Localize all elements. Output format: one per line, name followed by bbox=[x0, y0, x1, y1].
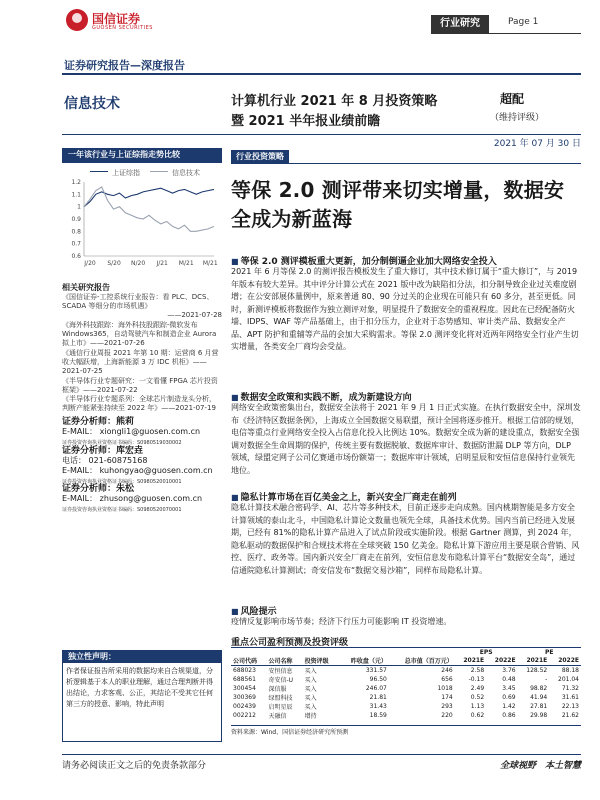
analyst-3-label: 证券分析师： bbox=[62, 484, 117, 494]
y-tick-label: 1 bbox=[77, 203, 81, 211]
x-tick-label: J/21 bbox=[156, 260, 168, 267]
table-cell: 2.49 bbox=[470, 685, 485, 692]
table-cell: - bbox=[545, 676, 548, 683]
perf-chart-title: 一年该行业与上证综指走势比较 bbox=[62, 148, 222, 162]
analyst-1-email: E-MAIL： xiongli1@guosen.com.cn bbox=[62, 427, 201, 436]
x-tick-label: M/21 bbox=[178, 260, 194, 267]
table-cell: 安恒信息 bbox=[268, 668, 293, 675]
bullet-heading-1: ■ 等保 2.0 测评模板重大更新，加分制倒逼企业加大网络安全投入 bbox=[231, 254, 497, 267]
footer-disclaimer: 请务必阅读正文之后的免责条款部分 bbox=[62, 761, 207, 771]
analyst-1 bbox=[62, 417, 200, 448]
table-cell: 21.81 bbox=[369, 694, 387, 701]
table-cell: 奇安信-U bbox=[268, 677, 294, 684]
table-cell: 300369 bbox=[233, 694, 256, 701]
section-rule bbox=[231, 163, 581, 164]
table-cell: 3.76 bbox=[502, 667, 516, 674]
report-date: 2021 年 07 月 30 日 bbox=[493, 139, 581, 149]
analyst-3 bbox=[62, 484, 202, 515]
table-cell: 增持 bbox=[304, 713, 317, 720]
report-title-line1: 计算机行业 2021 年 8 月投资策略 bbox=[231, 94, 438, 109]
y-tick-label: 1.1 bbox=[71, 191, 81, 199]
table-cell: 71.32 bbox=[561, 685, 579, 692]
table-header-cell: 投资评级 bbox=[303, 656, 338, 666]
table-header-cell: 公司代码 bbox=[231, 656, 266, 666]
table-header-cell: 总市值（百万元） bbox=[389, 656, 455, 666]
table-title: 重点公司盈利预测及投资评级 bbox=[231, 638, 349, 648]
footer-divider bbox=[62, 754, 581, 755]
analyst-2-phone: 电话： 021-60875168 bbox=[62, 456, 148, 465]
table-cell: 买入 bbox=[304, 668, 317, 675]
table-header-row bbox=[231, 656, 581, 666]
x-tick-label: S/20 bbox=[107, 260, 121, 267]
table-cell: 29.98 bbox=[530, 712, 548, 719]
table-cell: 688561 bbox=[233, 676, 256, 683]
brand-name-en: GUOSEN SECURITIES bbox=[92, 25, 153, 31]
report-title-line2: 暨 2021 半年报业绩前瞻 bbox=[231, 114, 381, 129]
table-row bbox=[231, 684, 581, 693]
bullet-text-2: 网络安全政策密集出台，数据安全法将于 2021 年 9 月 1 日正式实施。在执行数据安全中，深圳发布《经济特区数据条例》，上海成立全国数据交易联盟，预计全国将逐步推开。根据工信部的规划，电信等重点行业网络安全投入占信息化投入比例达 10%。数据安全成为新的建设重点，数据安全强调对数据全生命周期的保护，传统主要有数据脱敏、数据库审计、数据防泄漏 DLP 等方向，DLP 领域，绿盟定网子公司亿赛通市场份额第一；数据库审计领域，启明星辰和安恒信息保持行业领先地位。 bbox=[231, 403, 581, 475]
group-pe: PE bbox=[518, 648, 581, 657]
table-cell: 0.69 bbox=[502, 694, 516, 701]
table-header-cell: 2021E bbox=[455, 656, 486, 666]
valuation-table bbox=[231, 647, 581, 720]
x-tick-label: N/20 bbox=[131, 260, 146, 267]
table-cell: 0.86 bbox=[502, 712, 516, 719]
table-cell: 3.45 bbox=[502, 685, 516, 692]
related-report-2: 《海外科技跟踪：海外科技股跟踪-微软发布 Windows365，自动驾驶汽车和制造企业 Aurora 拟上市》——2021-07-26 bbox=[62, 321, 217, 347]
table-cell: 002212 bbox=[233, 712, 256, 719]
report-type-tag: 行业研究 bbox=[431, 15, 489, 33]
table-header-cell: 公司名称 bbox=[266, 656, 302, 666]
table-cell: 21.62 bbox=[561, 712, 579, 719]
rating-note: （维持评级） bbox=[490, 113, 545, 123]
table-header-cell: 2021E bbox=[518, 656, 550, 666]
table-source: 资料来源：Wind、国信证券经济研究所预测 bbox=[231, 729, 349, 736]
table-cell: 买入 bbox=[304, 686, 317, 693]
y-tick-label: 0.6 bbox=[71, 253, 81, 260]
table-cell: 18.59 bbox=[369, 712, 387, 719]
table-cell: 1.42 bbox=[502, 703, 516, 710]
table-cell: 0.48 bbox=[502, 676, 516, 683]
brand-name: 国信证券 bbox=[92, 12, 141, 26]
table-header-cell: 2022E bbox=[549, 656, 581, 666]
related-report-4: 《半导体行业专题研究：一文看懂 FPGA 芯片投资框架》——2021-07-22 bbox=[62, 377, 218, 394]
table-cell: 656 bbox=[441, 676, 453, 683]
analyst-3-email: E-MAIL： zhusong@guosen.com.cn bbox=[62, 494, 203, 503]
table-header-cell: 昨收盘（元） bbox=[338, 656, 389, 666]
brand-logo-icon bbox=[66, 9, 88, 31]
analyst-2-cert: 证券投资咨询执业资格证书编码：S0980520010001 bbox=[62, 479, 182, 485]
footer-slogan: 全球视野 本土智慧 bbox=[499, 761, 581, 771]
table-row bbox=[231, 675, 581, 684]
table-cell: 31.61 bbox=[561, 694, 579, 701]
table-cell: 293 bbox=[441, 703, 453, 710]
table-cell: 331.57 bbox=[365, 667, 387, 674]
table-cell: 启明星辰 bbox=[268, 704, 293, 711]
table-cell: 220 bbox=[441, 712, 453, 719]
table-bottom-rule bbox=[231, 725, 581, 726]
header-divider bbox=[431, 33, 581, 34]
perf-line-chart bbox=[62, 176, 222, 274]
independence-heading: 独立性声明： bbox=[62, 650, 222, 663]
table-cell: 128.52 bbox=[526, 667, 548, 674]
table-row bbox=[231, 666, 581, 676]
y-tick-label: 0.7 bbox=[71, 240, 81, 248]
table-cell: 174 bbox=[441, 694, 453, 701]
bullet-text-1: 2021 年 6 月等保 2.0 的测评报告模板发生了重大修订，其中技术修订属于“重大修订”，与 2019 年版本有较大差异。其中评分计算公式在 2021 版中改为缺陷扣分法，扣分制导致企业过关难度剧增；在公安部展体量例中，原来普通 80、90 分过关的企业现在可能只有 60 多分，甚至更低。同时，新测评模板将数据作为独立测评对象，明显提升了数据安全的重视程度。因此在已经配备防火墙、IDPS、WAF 等产品基础上，由于扣分压力，企业对于态势感知、审计类产品、数据安全产品、APT 防护和重辅等产品的会加大采购需求。等保 2.0 测评变化将对近两年网络安全行业产生切实增量，各类安全厂商均会受益。 bbox=[231, 267, 579, 351]
analyst-1-cert: 证券投资咨询执业资格证书编码：S0980519030002 bbox=[62, 440, 182, 446]
date-divider bbox=[62, 134, 581, 135]
table-row bbox=[231, 702, 581, 711]
table-cell: 201.04 bbox=[558, 676, 579, 683]
table-cell: 31.43 bbox=[369, 703, 387, 710]
table-header-cell: 2022E bbox=[486, 656, 517, 666]
table-row bbox=[231, 693, 581, 702]
related-report-1: 《国信证券-工控系统行业报告：看 PLC、DCS、SCADA 等细分的市场机遇》 bbox=[62, 293, 214, 310]
sector-name: 信息技术 bbox=[64, 96, 120, 112]
x-tick-label: M/21 bbox=[202, 260, 218, 267]
table-cell: 22.13 bbox=[561, 703, 579, 710]
table-cell: 1018 bbox=[437, 685, 453, 692]
table-cell: 天融信 bbox=[268, 713, 287, 720]
analyst-3-cert: 证券投资咨询执业资格证书编码：S0980520070001 bbox=[62, 507, 182, 513]
table-row bbox=[231, 711, 581, 720]
bullet-heading-2: ■ 数据安全政策和实践不断，成为新建设方向 bbox=[231, 390, 412, 403]
bullet-heading-4: ■ 风险提示 bbox=[231, 604, 277, 617]
table-cell: 0.62 bbox=[470, 712, 485, 719]
analyst-3-name: 朱松 bbox=[116, 484, 135, 494]
legend-mark-sector bbox=[150, 171, 168, 172]
legend-label-index: 上证综指 bbox=[112, 169, 140, 177]
table-cell: 买入 bbox=[304, 704, 317, 711]
analyst-1-name: 熊莉 bbox=[116, 417, 135, 427]
analyst-1-label: 证券分析师： bbox=[62, 417, 117, 427]
table-cell: 买入 bbox=[304, 677, 317, 684]
table-cell: 96.50 bbox=[369, 676, 387, 683]
table-cell: 300454 bbox=[233, 685, 256, 692]
x-tick-label: J/20 bbox=[84, 260, 96, 267]
analyst-2-email: E-MAIL： kuhongyao@guosen.com.cn bbox=[62, 466, 213, 475]
table-cell: 246.07 bbox=[365, 685, 387, 692]
y-tick-label: 1.2 bbox=[71, 179, 81, 186]
perf-chart-rule bbox=[62, 162, 222, 163]
rating: 超配 bbox=[500, 92, 525, 106]
legend-label-sector: 信息技术 bbox=[172, 169, 200, 177]
table-cell: 深信服 bbox=[268, 686, 287, 693]
table-cell: 1.13 bbox=[470, 703, 485, 710]
y-tick-label: 0.8 bbox=[71, 228, 81, 236]
related-report-3: 《通信行业周报 2021 年第 10 期：运营商 6 月营收大幅跃增，上海新能源 3 万 IDC 机柜》——2021-07-25 bbox=[62, 349, 219, 375]
report-series: 证券研究报告—深度报告 bbox=[64, 59, 185, 72]
table-cell: 买入 bbox=[304, 695, 317, 702]
related-report-1-date: ——2021-07-28 bbox=[167, 311, 222, 319]
legend-mark-index bbox=[90, 171, 108, 172]
table-cell: 002439 bbox=[233, 703, 256, 710]
table-group-header bbox=[231, 648, 581, 657]
table-cell: 88.18 bbox=[561, 667, 579, 674]
table-cell: 绿盟科技 bbox=[268, 695, 293, 702]
bullet-heading-3: ■ 隐私计算市场在百亿美金之上，新兴安全厂商走在前列 bbox=[231, 490, 457, 503]
bullet-text-4: 疫情反复影响市场节奏；经济下行压力可能影响 IT 投资增速。 bbox=[231, 617, 452, 626]
analyst-2-label: 证券分析师： bbox=[62, 446, 117, 456]
table-cell: 688023 bbox=[233, 667, 256, 674]
independence-text: 作者保证报告所采用的数据均来自合规渠道，分析逻辑基于本人的职业理解，通过合理判断并得出结论，力求客观、公正，其结论不受其它任何第三方的授意、影响，特此声明 bbox=[66, 667, 213, 708]
analyst-2-name: 库宏垚 bbox=[116, 446, 144, 456]
y-tick-label: 0.9 bbox=[71, 216, 81, 223]
table-cell: 2.58 bbox=[470, 667, 485, 674]
page-number: Page 1 bbox=[508, 17, 539, 27]
table-cell: 41.94 bbox=[530, 694, 548, 701]
group-eps: EPS bbox=[455, 648, 518, 657]
section-tag: 行业投资策略 bbox=[231, 150, 289, 163]
series-divider bbox=[62, 73, 581, 75]
headline: 等保 2.0 测评带来切实增量，数据安全成为新蓝海 bbox=[231, 178, 565, 231]
table-cell: 246 bbox=[441, 667, 453, 674]
related-reports-heading: 相关研究报告 bbox=[62, 283, 110, 292]
table-cell: 0.52 bbox=[470, 694, 485, 701]
table-cell: 98.82 bbox=[530, 685, 548, 692]
analyst-2 bbox=[62, 446, 213, 487]
related-report-5: 《半导体行业专题系列：全球芯片制造龙头分析，判断产能紧张持续至 2022 年》——2021-07-19 bbox=[62, 395, 216, 412]
table-cell: 27.81 bbox=[530, 703, 548, 710]
table-cell: -0.13 bbox=[468, 676, 485, 683]
bullet-text-3: 隐私计算技术融合密码学、AI、芯片等多种技术，目前正逐步走向成熟。国内桃期智能是多方安全计算领域的泰山北斗，中国隐私计算论文数量也领先全球，具备技术优势。国内当前已经进入发展期，已经有 81%的隐私计算产品进入了试点阶段或实施阶段。根据 Gartner 测算，到 2024 年，隐私驱动的数据保护和合规技术将在全球突破 150 亿美金。隐私计算下游应用主要是联合营销、风控、医疗、政务等。国内新兴安全厂商走在前列，安恒信息发布隐私计算平台“数据安全岛”，通过信通院隐私计算测试；奇安信发布“数据交易沙箱”，同样布局隐私计算。 bbox=[231, 503, 580, 575]
